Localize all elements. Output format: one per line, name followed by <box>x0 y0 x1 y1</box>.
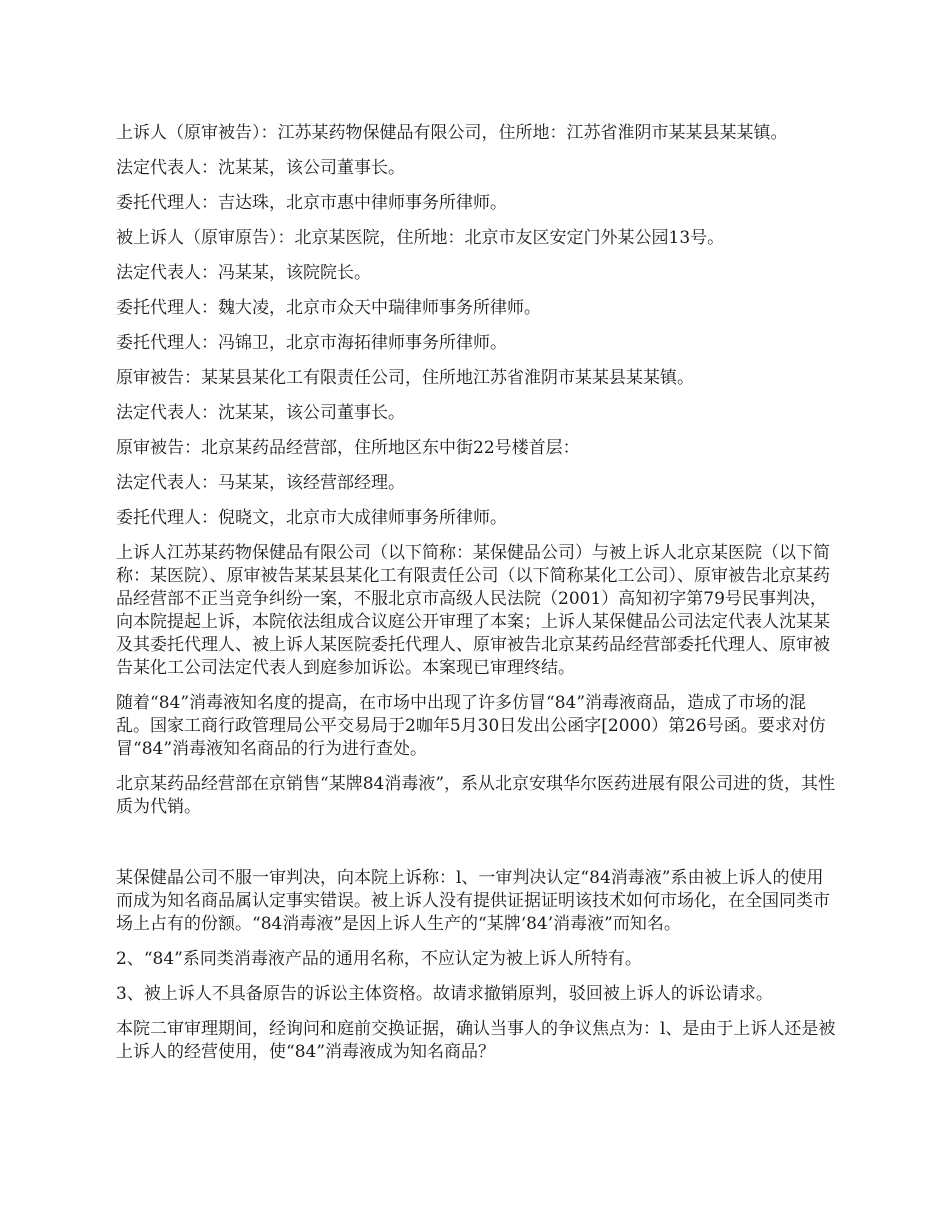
appellant-agent: 委托代理人：吉达珠，北京市惠中律师事务所律师。 <box>116 193 507 213</box>
case-summary-paragraph: 上诉人江苏某药物保健品有限公司（以下简称：某保健品公司）与被上诉人北京某医院（以下简称：某医院）、原审被告某某县某化工有限责任公司（以下简称某化工公司）、原审被告北京某药品经营部不正当竞争纠纷一案，不服北京市高级人民法院（2001）高知初字第79号民事判决，向本院提起上诉，本院依法组成合议庭公开审理了本案；上诉人某保健品公司法定代表人沈某某及其委托代理人、被上诉人某医院委托代理人、原审被告北京某药品经营部委托代理人、原审被告某化工公司法定代表人到庭参加诉讼。本案现已审理终结。 <box>116 543 830 678</box>
original-defendant-2: 原审被告：北京某药品经营部，住所地区东中街22号楼首层： <box>116 438 580 458</box>
background-paragraph: 随着“84”消毒液知名度的提高，在市场中出现了许多仿冒“84”消毒液商品，造成了市场的混乱。国家工商行政管理局公平交易局于2咖年5月30日发出公函字[2000）第26号函。要求对仿冒“84”消毒液知名商品的行为进行查处。 <box>116 693 826 759</box>
dispute-focus-paragraph: 本院二审审理期间，经询问和庭前交换证据，确认当事人的争议焦点为：l、是由于上诉人还是被上诉人的经营使用，使“84”消毒液成为知名商品？ <box>116 1019 836 1062</box>
appeal-point-3: 3、被上诉人不具备原告的诉讼主体资格。故请求撤销原判，驳回被上诉人的诉讼请求。 <box>116 984 773 1004</box>
original-defendant-2-agent: 委托代理人：倪晓文，北京市大成律师事务所律师。 <box>116 508 507 528</box>
sales-paragraph: 北京某药品经营部在京销售“某牌84消毒液”，系从北京安琪华尔医药进展有限公司进的货，其性质为代销。 <box>116 774 836 817</box>
appellee-legal-rep: 法定代表人：冯某某，该院院长。 <box>116 263 371 283</box>
document-body <box>116 122 836 1076</box>
original-defendant-1-legal-rep: 法定代表人：沈某某，该公司董事长。 <box>116 403 405 423</box>
appellant-legal-rep: 法定代表人：沈某某，该公司董事长。 <box>116 158 405 178</box>
appeal-claims-paragraph: 某保健晶公司不服一审判决，向本院上诉称：l、一审判决认定“84消毒液”系由被上诉人的使用而成为知名商品属认定事实错误。被上诉人没有提供证据证明该技术如何市场化，在全国同类市场上占有的份额。“84消毒液”是因上诉人生产的“某牌‘84’消毒液”而知名。 <box>116 868 830 934</box>
original-defendant-2-legal-rep: 法定代表人：马某某，该经营部经理。 <box>116 473 405 493</box>
appellee-agent-1: 委托代理人：魏大凌，北京市众天中瑞律师事务所律师。 <box>116 298 541 318</box>
appellee-paragraph: 被上诉人（原审原告）：北京某医院，住所地：北京市友区安定门外某公园13号。 <box>116 228 725 248</box>
appellant-paragraph: 上诉人（原审被告）：江苏某药物保健品有限公司，住所地：江苏省淮阴市某某县某某镇。 <box>116 123 788 143</box>
appeal-point-2: 2、“84”系同类消毒液产品的通用名称，不应认定为被上诉人所特有。 <box>116 949 642 969</box>
appellee-agent-2: 委托代理人：冯锦卫，北京市海拓律师事务所律师。 <box>116 333 507 353</box>
original-defendant-1: 原审被告：某某县某化工有限责任公司，住所地江苏省淮阴市某某县某某镇。 <box>116 368 694 388</box>
section-spacer <box>116 831 836 867</box>
